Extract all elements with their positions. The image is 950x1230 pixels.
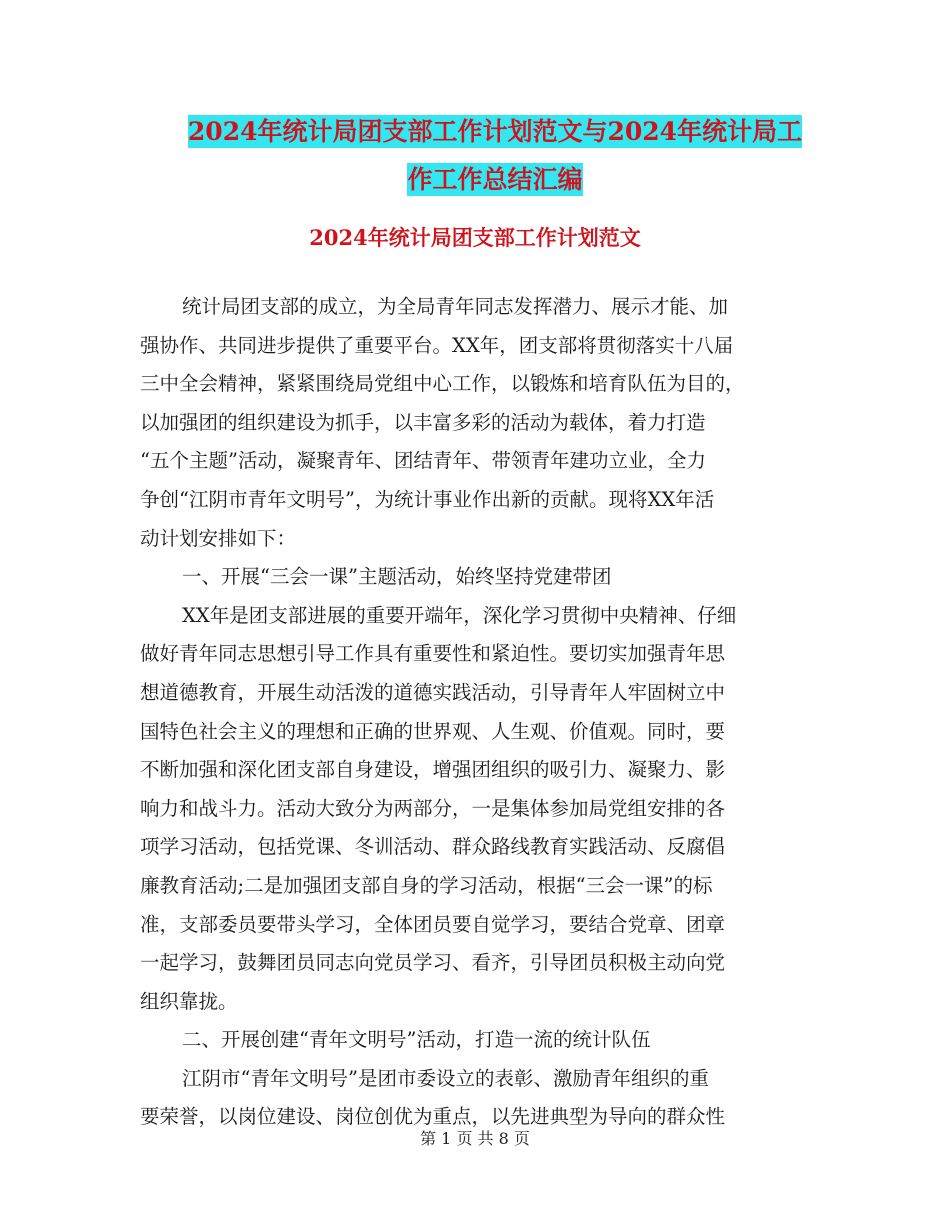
- text-line: 项学习活动，包括党课、冬训活动、群众路线教育实践活动、反腐倡: [140, 835, 726, 859]
- text-line: 廉教育活动;二是加强团支部自身的学习活动，根据“三会一课”的标: [140, 873, 713, 897]
- section-title: 2024年统计局团支部工作计划范文: [309, 225, 641, 250]
- page-footer: 第 1 页 共 8 页: [420, 1129, 530, 1148]
- text-line: 想道德教育，开展生动活泼的道德实践活动，引导青年人牢固树立中: [140, 680, 726, 704]
- text-line: 争创“江阴市青年文明号”，为统计事业作出新的贡献。现将XX年活: [140, 487, 715, 511]
- text-line: 三中全会精神，紧紧围绕局党组中心工作，以锻炼和培育队伍为目的，: [140, 372, 745, 396]
- text-line: “五个主题”活动，凝聚青年、团结青年、带领青年建功立业，全力: [140, 449, 706, 473]
- text-line: 响力和战斗力。活动大致分为两部分，一是集体参加局党组安排的各: [140, 796, 726, 820]
- text-line: 国特色社会主义的理想和正确的世界观、人生观、价值观。同时，要: [140, 719, 726, 743]
- text-line: 以加强团的组织建设为抓手，以丰富多彩的活动为载体，着力打造: [140, 410, 706, 434]
- text-line: 要荣誉，以岗位建设、岗位创优为重点，以先进典型为导向的群众性: [140, 1105, 726, 1129]
- text-line: 做好青年同志思想引导工作具有重要性和紧迫性。要切实加强青年思: [140, 642, 726, 666]
- text-line: 准，支部委员要带头学习，全体团员要自觉学习，要结合党章、团章: [140, 912, 726, 936]
- text-line: XX年是团支部进展的重要开端年，深化学习贯彻中央精神、仔细: [182, 603, 737, 627]
- title-line-1: 2024年统计局团支部工作计划范文与2024年统计局工: [187, 117, 803, 146]
- text-line: 统计局团支部的成立，为全局青年同志发挥潜力、展示才能、加: [182, 295, 729, 318]
- text-line: 组织靠拢。: [140, 989, 238, 1013]
- body-text: [140, 288, 810, 1137]
- text-line: 二、开展创建“青年文明号”活动，打造一流的统计队伍: [182, 1028, 651, 1052]
- title-line-2: 作工作总结汇编: [407, 165, 583, 194]
- text-line: 动计划安排如下：: [140, 526, 297, 550]
- text-line: 强协作、共同进步提供了重要平台。XX年，团支部将贯彻落实十八届: [140, 333, 734, 357]
- document-title: [140, 108, 850, 204]
- text-line: 不断加强和深化团支部自身建设，增强团组织的吸引力、凝聚力、影: [140, 758, 726, 782]
- text-line: 江阴市“青年文明号”是团市委设立的表彰、激励青年组织的重: [182, 1066, 709, 1090]
- text-line: 一起学习，鼓舞团员同志向党员学习、看齐，引导团员积极主动向党: [140, 951, 726, 975]
- text-line: 一、开展“三会一课”主题活动，始终坚持党建带团: [182, 565, 612, 589]
